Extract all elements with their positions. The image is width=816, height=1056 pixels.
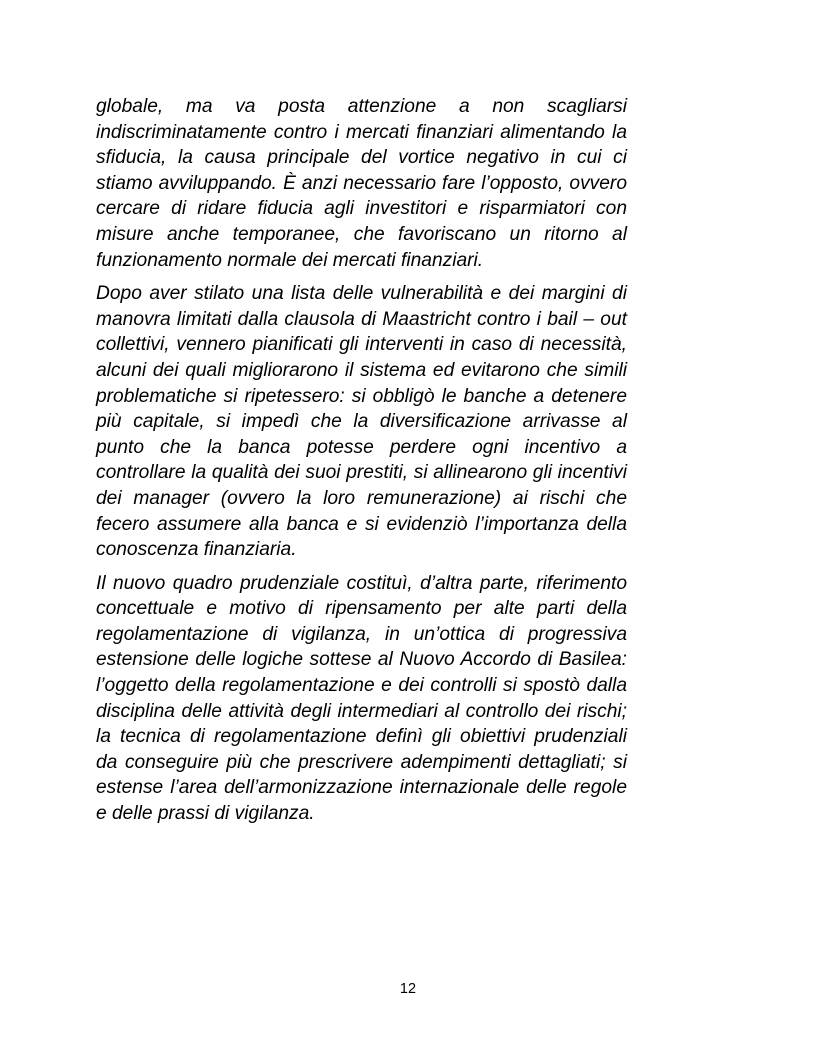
paragraph-2: Dopo aver stilato una lista delle vulnerabilità e dei margini di manovra limitati dalla clausola di Maastricht contro i bail – out collettivi, vennero pianificati gli interventi in caso di necessità, alcuni dei quali migliorarono il sistema ed evitarono che simili problematiche si ripetessero: si obbligò le banche a detenere più capitale, si impedì che la diversificazione arrivasse al punto che la banca potesse perdere ogni incentivo a controllare la qualità dei suoi prestiti, si allinearono gli incentivi dei manager (ovvero la loro remunerazione) ai rischi che fecero assumere alla banca e si evidenziò l’importanza della conoscenza finanziaria. [96,283,627,561]
page-body [96,94,627,835]
page-number: 12 [399,981,417,997]
paragraph-3: Il nuovo quadro prudenziale costituì, d’altra parte, riferimento concettuale e motivo di ripensamento per alte parti della regolamentazione di vigilanza, in un’ottica di progressiva estensione delle logiche sottese al Nuovo Accordo di Basilea: l’oggetto della regolamentazione e dei controlli si spostò dalla disciplina delle attività degli intermediari al controllo dei rischi; la tecnica di regolamentazione definì gli obiettivi prudenziali da conseguire più che prescrivere adempimenti dettagliati; si estense l’area dell’armonizzazione internazionale delle regole e delle prassi di vigilanza. [96,572,627,825]
paragraph-1: globale, ma va posta attenzione a non scagliarsi indiscriminatamente contro i mercati finanziari alimentando la sfiducia, la causa principale del vortice negativo in cui ci stiamo avviluppando. È anzi necessario fare l’opposto, ovvero cercare di ridare fiducia agli investitori e risparmiatori con misure anche temporanee, che favoriscano un ritorno al funzionamento normale dei mercati finanziari. [96,96,627,271]
